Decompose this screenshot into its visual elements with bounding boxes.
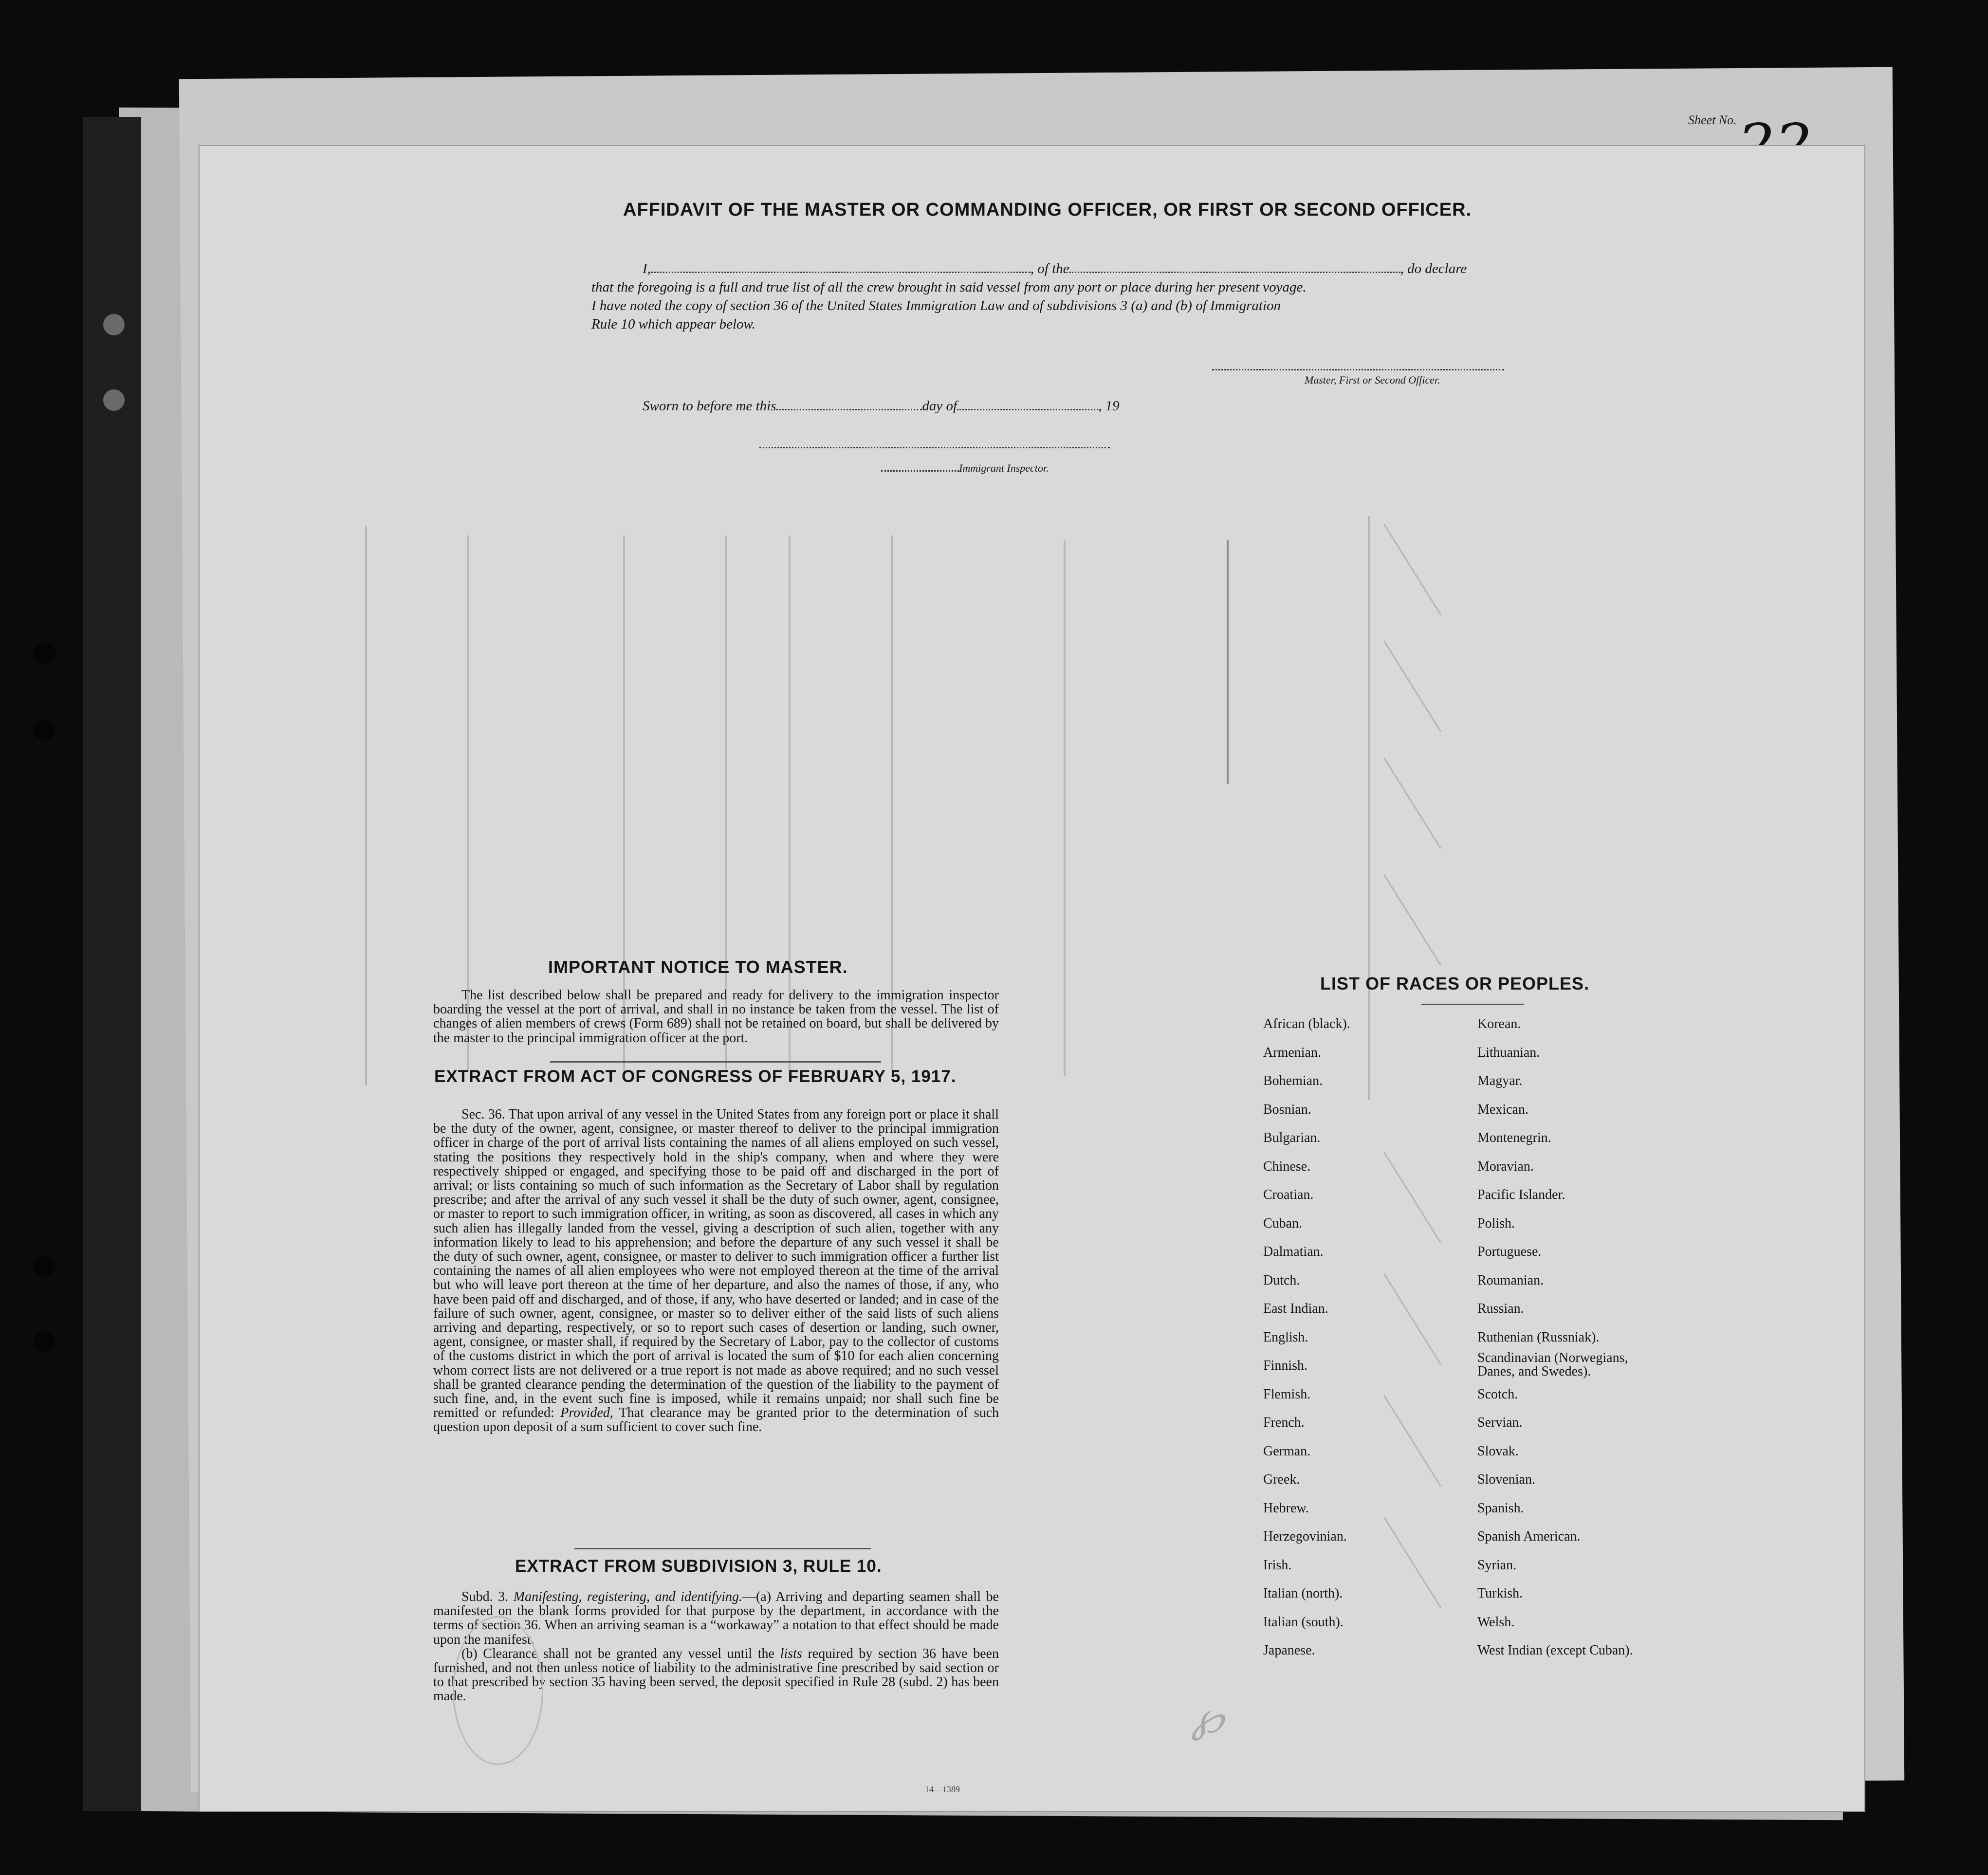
- act-body: [433, 1107, 999, 1434]
- race-item: Scotch.: [1477, 1386, 1518, 1402]
- race-item: Finnish.: [1263, 1358, 1308, 1373]
- notice-body: [433, 988, 999, 1045]
- race-item: Korean.: [1477, 1016, 1521, 1031]
- bleed-through: [1227, 540, 1229, 784]
- race-item: Greek.: [1263, 1472, 1300, 1487]
- race-item: Italian (north).: [1263, 1586, 1343, 1601]
- race-item: Croatian.: [1263, 1187, 1314, 1202]
- affidavit-text: that the foregoing is a full and true list of all the crew brought in said vessel from any port or place during her present voyage.: [591, 279, 1307, 295]
- race-item: West Indian (except Cuban).: [1477, 1643, 1633, 1658]
- race-item: African (black).: [1263, 1016, 1350, 1031]
- bleed-through: [365, 526, 367, 1085]
- race-item: Flemish.: [1263, 1386, 1311, 1402]
- inspector-label: [881, 461, 1049, 475]
- race-item: Russian.: [1477, 1301, 1524, 1316]
- bleed-through: [1383, 1517, 1441, 1608]
- inspector-signature-line: [759, 438, 1110, 448]
- subd-label: Subd. 3.: [461, 1589, 509, 1604]
- race-item: Dalmatian.: [1263, 1244, 1324, 1259]
- race-item: Dutch.: [1263, 1272, 1300, 1288]
- race-item: Moravian.: [1477, 1158, 1534, 1174]
- race-item: Slovak.: [1477, 1443, 1519, 1459]
- divider: [550, 1061, 881, 1063]
- race-item: French.: [1263, 1415, 1305, 1430]
- notice-title: IMPORTANT NOTICE TO MASTER.: [548, 957, 848, 977]
- race-item: Scandinavian (Norwegians, Danes, and Swedes).: [1477, 1350, 1628, 1379]
- affidavit-text: I have noted the copy of section 36 of the United States Immigration Law and of subdivisions 3 (a) and (b) of Immigration: [591, 298, 1281, 313]
- race-item: German.: [1263, 1443, 1311, 1459]
- blank-line: [651, 263, 1031, 273]
- bleed-through: [1368, 516, 1370, 1100]
- race-item: Magyar.: [1477, 1073, 1523, 1088]
- race-item: Ruthenian (Russniak).: [1477, 1329, 1600, 1345]
- binder-hole: [103, 389, 125, 411]
- race-item: Cuban.: [1263, 1215, 1303, 1231]
- race-item: Montenegrin.: [1477, 1130, 1551, 1145]
- affidavit-title: AFFIDAVIT OF THE MASTER OR COMMANDING OFFICER, OR FIRST OR SECOND OFFICER.: [623, 200, 1472, 220]
- binder-hole: [34, 1331, 55, 1353]
- sworn-line: [643, 398, 1120, 414]
- bleed-through: [1383, 1395, 1441, 1487]
- act-title: EXTRACT FROM ACT OF CONGRESS OF FEBRUARY 5, 1917.: [434, 1067, 957, 1086]
- race-item: Hebrew.: [1263, 1500, 1309, 1516]
- bleed-through: [1383, 641, 1441, 732]
- race-item: Servian.: [1477, 1415, 1523, 1430]
- race-item: Spanish.: [1477, 1500, 1524, 1516]
- rule10-title: EXTRACT FROM SUBDIVISION 3, RULE 10.: [515, 1557, 882, 1576]
- section-label: Sec. 36.: [461, 1107, 505, 1122]
- form-number: 14—1389: [925, 1784, 960, 1794]
- subd-text-a: —(a) Arriving and departing seamen shall be manifested on the blank forms provided for that purpose by the department, in accordance with the terms of section 36. When an arriving seaman is a “workaway” a notation to that effect should be made upon the manifest.: [433, 1589, 999, 1647]
- affidavit-page: [200, 146, 1864, 1811]
- affidavit-text: , 19: [1098, 398, 1120, 414]
- master-signer-label: Master, First or Second Officer.: [1305, 374, 1440, 386]
- binder-hole: [34, 1256, 55, 1277]
- race-item: Welsh.: [1477, 1614, 1515, 1630]
- binder-hole: [34, 643, 55, 664]
- affidavit-declaration-line: [643, 261, 1467, 277]
- race-item: Slovenian.: [1477, 1472, 1535, 1487]
- race-item: Portuguese.: [1477, 1244, 1542, 1259]
- bleed-through: [1383, 1152, 1441, 1243]
- subd-text-b-2: required by section 36 have been furnished, and not then unless notice of liability to the administrative fine prescribed by said section or to that prescribed by section 35 having been served, the deposit specified in Rule 28 (subd. 2) has been made.: [433, 1646, 999, 1704]
- faint-stamp: [453, 1616, 543, 1765]
- race-item: Bosnian.: [1263, 1102, 1311, 1117]
- act-text: That upon arrival of any vessel in the United States from any foreign port or place it shall be the duty of the owner, agent, consignee, or master thereof to deliver to the principal immigration officer in charge of the port of arrival lists containing the names of all aliens employed on such vessel, stating the positions they respectively hold in the ship's company, when and where they were respectively shipped or engaged, and specifying those to be paid off and discharged in the port of arrival; or lists containing so much of such information as the Secretary of Labor shall by regulation prescribe; and after the arrival of any such vessel it shall be the duty of such owner, agent, consignee, or master to report to such immigration officer, in writing, as soon as discovered, all cases in which any such alien has illegally landed from the vessel, giving a description of such alien, together with any information likely to lead to his apprehension; and before the departure of any such vessel it shall be the duty of such owner, agent, consignee, or master to deliver to such immigration officer a further list containing the names of all alien employees who were not employed thereon at the time of the arrival but who will leave port thereon at the time of her departure, and also the names of those, if any, who have been paid off and discharged, and of those, if any, who have deserted or landed; and in case of the failure of such owner, agent, consignee, or master so to deliver either of the said lists of such aliens arriving and departing, respectively, or so to report such cases of desertion or landing, such owner, agent, consignee, or master shall, if required by the Secretary of Labor, pay to the collector of customs of the customs district in which the port of arrival is located the sum of $10 for each alien concerning whom correct lists are not delivered or a true report is not made as above required; and no such vessel shall be granted clearance pending the determination of the question of the liability to the payment of such fine, and, in the event such fine is imposed, while it remains unpaid; nor shall such fine be remitted or refunded:: [433, 1107, 999, 1421]
- subd-text-b: (b) Clearance shall not be granted any vessel until the: [461, 1646, 774, 1661]
- blank-line: [1069, 263, 1400, 273]
- blank-line: [776, 400, 922, 410]
- race-item: Lithuanian.: [1477, 1045, 1540, 1060]
- bleed-through: [1383, 524, 1441, 615]
- affidavit-text: , of the: [1030, 261, 1069, 276]
- race-item: Bohemian.: [1263, 1073, 1323, 1088]
- faint-signature: ℘: [1190, 1690, 1227, 1745]
- divider: [574, 1548, 871, 1549]
- bleed-through: [1383, 874, 1441, 966]
- race-item: Chinese.: [1263, 1158, 1311, 1174]
- binder-hole: [103, 314, 125, 335]
- race-item: Irish.: [1263, 1557, 1292, 1573]
- race-item: Japanese.: [1263, 1643, 1315, 1658]
- race-item: Turkish.: [1477, 1586, 1523, 1601]
- race-item: Roumanian.: [1477, 1272, 1544, 1288]
- race-item: Italian (south).: [1263, 1614, 1344, 1630]
- affidavit-text: Rule 10 which appear below.: [591, 316, 755, 332]
- bleed-through: [1383, 1273, 1441, 1365]
- proviso-word: Provided,: [560, 1405, 613, 1421]
- race-item: Spanish American.: [1477, 1529, 1581, 1544]
- affidavit-text: Immigrant Inspector.: [959, 462, 1049, 474]
- affidavit-text: , do declare: [1400, 261, 1467, 276]
- blank-line: [957, 400, 1098, 410]
- races-title: LIST OF RACES OR PEOPLES.: [1320, 974, 1590, 993]
- affidavit-text: I,: [643, 261, 651, 276]
- binder-strip: [83, 117, 141, 1811]
- binder-hole: [34, 719, 55, 741]
- subd-heading: Manifesting, registering, and identifying.: [513, 1589, 742, 1604]
- affidavit-text: day of: [922, 398, 957, 414]
- notice-text: The list described below shall be prepared and ready for delivery to the immigration inspector boarding the vessel at the port of arrival, and shall in no instance be taken from the vessel. The list of changes of alien members of crews (Form 689) shall not be retained on board, but shall be delivered by the master to the principal immigration officer at the port.: [433, 988, 999, 1046]
- sheet-number-label: Sheet No.: [1688, 113, 1737, 127]
- race-item: Syrian.: [1477, 1557, 1517, 1573]
- master-signature-line: [1212, 360, 1504, 370]
- affidavit-text: Sworn to before me this: [643, 398, 776, 414]
- race-item: East Indian.: [1263, 1301, 1328, 1316]
- race-item: Armenian.: [1263, 1045, 1321, 1060]
- bleed-through: [1383, 757, 1441, 849]
- race-item: Herzegovinian.: [1263, 1529, 1347, 1544]
- race-item: Bulgarian.: [1263, 1130, 1321, 1145]
- divider: [1421, 1004, 1524, 1005]
- race-item: English.: [1263, 1329, 1308, 1345]
- blank-line: [881, 461, 959, 472]
- race-item: Polish.: [1477, 1215, 1515, 1231]
- bleed-through: [1064, 540, 1066, 1076]
- race-item: Mexican.: [1477, 1102, 1528, 1117]
- proviso-text: That clearance may be granted prior to the determination of such question upon deposit of a sum sufficient to cover such fine.: [433, 1405, 999, 1435]
- race-item: Pacific Islander.: [1477, 1187, 1565, 1202]
- subd-lists-word: lists: [780, 1646, 802, 1661]
